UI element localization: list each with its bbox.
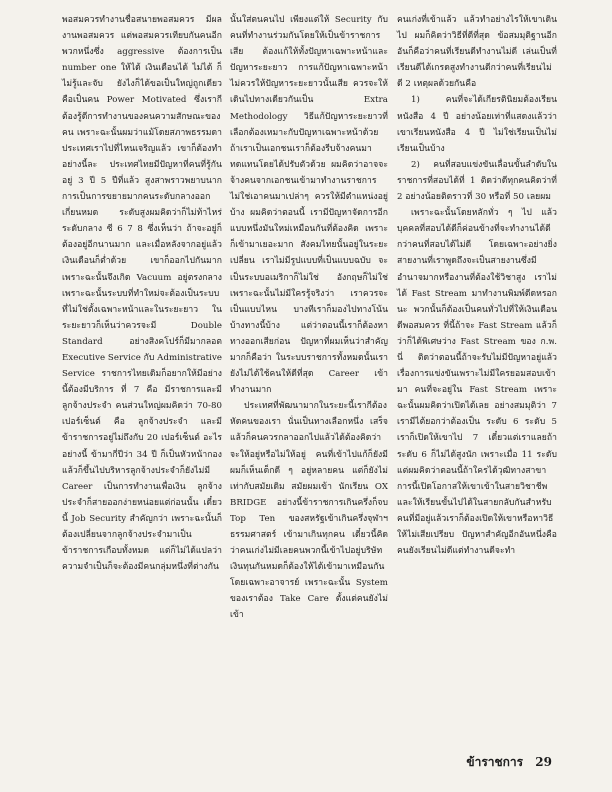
paragraph: เพราะฉะนั้นโดยหลักทั่ว ๆ ไป แล้ว บุคคลที่สอบได้ดีก็ค่อนข้างที่จะทำงานได้ดีกว่าคนที่สอบได้ไม่ดี โดยเฉพาะอย่างยิ่งสายงานที่เราพูดถึงจะเป็นสายงานซึ่งมีอำนาจมากหรืองานที่ต้องใช้วิชาสูง เราไม่ได้ Fast Stream มาทำงานพิมพ์ดีดหรอกนะ พวกนั้นก็ต้องเป็นคนทั่วไปที่ให้เงินเดือนดีพอสมควร ที่นี้ถ้าจะ Fast Stream แล้วก็ว่าก็ได้พิเศษว่าง Fast Stream ของ ก.พ. นี่ ติดว่าตอนนี้ถ้าจะรับไม่มีปัญหาอยู่แล้วเรื่องการแข่งขันเพราะไม่มีใครยอมสอบเข้ามา คนที่จะอยู่ใน Fast Stream เพราะฉะนั้นผมคิดว่าเปิดได้เลย อย่างสมมุติว่า 7 เรามีไต้ยอกว่าต้องเป็น ระดับ 6 ระดับ 5 เราก็เปิดให้เขาไป 7 เดี๋ยวแต่เราแลยถ้าระดับ 6 ก็ไม่ได้สูงนัก เพราะเมื่อ 11 ระดับ แต่ผมคิดว่าตอนนี้ถ้าใครได้วุฒิทางสาขาการนี้เปิดโอกาสให้เขาเข้าในสายวิชาชีพและให้เรียนขั้นไปได้ในสายกลับกันสำหรับคนที่มีอยู่แล้วเราก็ต้องเปิดให้เขาหรือหาวิธีให้ไม่เสียเปรียบ ปัญหาสำคัญอีกอันหนึ่งคือคนยังเรียนไม่ดีแต่ทำงานดีจะทำ xyxy=(397,208,557,557)
text-column-3 xyxy=(397,12,557,559)
text-column-2 xyxy=(230,12,388,624)
paragraph: คนเก่งที่เข้าแล้ว แล้วทำอย่างไรให้เขาเดินไป ผมก็คิดว่าวิธีที่ดีที่สุด ข้อสมมุติฐานอีกอันก็คือว่าคนที่เรียนดีทำงานไม่ดี เล่นเป็นที่เรียนดีได้เกรดสูงทำงานดีกว่าคนที่เรียนไม่ดี 2 เหตุผลด้วยกันคือ xyxy=(397,15,557,90)
page-number: 29 xyxy=(535,755,552,769)
text-column-1 xyxy=(62,12,222,575)
paragraph: ประเทศที่พัฒนามากในระยะนี้เรากีต้องหัดคนของเรา นั่นเป็นทางเลือกหนึ่ง เสร็จแล้วก็คนควรกลาออกไปแล้วได้ต้องคิดว่าจะให้อยู่หรือไม่ให้อยู่ คนที่เข้าไปแก้ก็ยังมี ผมก็เห็นเด็กดี ๆ อยู่หลายคน แต่ก็ยังไม่เท่ากับสมัยเดิม สมัยผมเข้า นักเรียน OX BRIDGE อย่างนี้ข้าราชการเกินครึ่งก็จบ Top Ten ของสหรัฐเข้าเกินครึ่งจุฬาฯ ธรรมศาสตร์ เข้ามาเกินทุกคน เดี๋ยวนี้คิดว่าคนเก่งไม่มีเลยคนพวกนี้เข้าไปอยู่บริษัทเงินทุนกันหมดก็ต้องให้ได้เข้ามาเหมือนกันโดยเฉพาะอาจารย์ เพราะฉะนั้น System ของเราต้อง Take Care ตั้งแต่คนยังไม่เข้า xyxy=(230,401,388,621)
paragraph: 2) คนที่สอบแข่งขันเลื่อนขั้นลำดับในราชการที่สอบได้ที่ 1 ติดว่าดีทุกคนคิดว่าที่ 2 อย่างน้อยติดราวที่ 30 หรือที่ 50 เลยผม xyxy=(397,159,557,203)
publication-name: ข้าราชการ xyxy=(466,755,524,769)
paragraph: นั้นใส่ตนคนไป เพียงแต่ให้ Security กับคนที่ทำงานร่วมกันโดยให้เป็นข้าราชการเสีย ต้องแก้ให้ทั้งปัญหาเฉพาะหน้าและปัญหาระยะยาว การแก้ปัญหาเฉพาะหน้าไม่ควรให้ปัญหาระยะยาวนั้นเสีย ควรจะให้เดินไปทางเดียวกันเป็น Extra Methodology วิธีแก้ปัญหาระยะยาวที่เลือกต้องเหมาะกับปัญหาเฉพาะหน้าด้วย ถ้าเราเป็นเอกชนเราก็ต้องรีบจ้างคนมาทดแทนโดยได้ปรับตัวด้วย ผมคิดว่าอาจจะจ้างคนจากเอกชนเข้ามาทำงานราชการ ไม่ใช่เอาคนมาเปล่าๆ ควรให้มีตำแหน่งอยู่บ้าง ผมคิดว่าตอนนี้ เรามีปัญหาจัดการอีกแบบหนึ่งมันใหม่เหมือนกันที่ต้องคิด เพราะก็เข้ามาเยอะมาก สังคมไทยนั้นอยู่ในระยะเปลี่ยน เราไม่มีรูปแบบที่เป็นแบบฉบับ จะเป็นระบบอเมริกาก็ไม่ใช่ อังกฤษก็ไม่ใช่ เพราะฉะนั้นไม่มีใครรู้จริงว่า เราควรจะเป็นแบบไหน บางทีเราก็มองไปทางโน้นบ้างทางนี้บ้าง แต่ว่าตอนนี้เราก็ต้องหาทางออกเสียก่อน ปัญหาที่ผมเห็นว่าสำคัญมากก็คือว่า ในระบบราชการทั้งหมดนั้นเรายังไม่ได้ใช้คนให้ดีที่สุด Career เข้าทำงานมาก xyxy=(230,15,388,396)
page-footer xyxy=(466,753,552,772)
paragraph: 1) คนที่จะได้เกียรตินิยมต้องเรียนหนังสือ 4 ปี อย่างน้อยเท่าที่แสดงแล้วว่า เขาเรียนหนังสือ 4 ปี ไม่ใช่เรียนเป็นไม่เรียนเป็นบ้าง xyxy=(397,95,557,154)
paragraph: พอสมควรทำงานชื่อสนายพอสมควร มีผลงานพอสมควร แต่พอสมควรเทียบกันคนอีกพวกหนึ่งซึ่ง aggressive ต้องการเป็น number one ให้ได้ เงินเดือนได้ ไม่ได้ ก็ไม่รู้และจับ ยังไงก็ได้ขอเป็นใหญ่ถูกเดียว คือเป็นคน Power Motivated ซึ่งเรากีต้องรู้ดีการทำงานของคนความสักษณะของคน เพราะฉะนั้นผมว่าแม้โดยสภาพธรรมดาประเทศเราไปที่ไหนเจริญแล้ว เขาก็ต้องทำอย่างนี้ละ ประเทศไทยมีปัญหาที่คนที่รู้กันอยู่ 3 ปี 5 ปีที่แล้ว สูงสาพราวพยาบนาก การเป็นการขยายมากคนระดับกลางออกเกี่ยนหมด ระดับสูงผมคิดว่าก็ไม่ท้าไหร่ ระดับกลาง ซี 6 7 8 ซึ่งเห็นว่า ถ้าจะอยู่ก็ต้องอยู่อีกนานมาก และเมื่อหลังจากอยู่แล้วเงินเดือนก็ต่ำด้วย เขาก็ออกไปกันมากเพราะฉะนั้นจึงเกิด Vacuum อยู่ตรงกลาง เพราะฉะนั้นระบบที่ทำใหม่จะต้องเป็นระบบที่ไม่ใช่ตั้งเฉพาะหน้าและในระยะยาว ในระยะยาวก็เห็นว่าควรจะมี Double Standard อย่างสิงคโปร์ก็มีมากลอต Executive Service กับ Administrative Service ราชการไทยเดิมก็อยากให้มีอย่างนี้ต้องมีบริการ ที่ 7 คือ มีราชการและมีลูกจ้างประจำ คนส่วนใหญ่ผมคิดว่า 70-80 เปอร์เซ็นต์ คือ ลูกจ้างประจำ และมีข้าราชการอยู่ไม่ถึงกับ 20 เปอร์เซ็นต์ อะไรอย่างนี้ ข้ามากี่ปีว่า 34 ปี ก็เป็นหัวหน้ากองแล้วก็ขึ้นไปบริหารลูกจ้างประจำก็ยังไม่มี Career เป็นการทำงานเพื่อเงิน ลูกจ้างประจำก็สายออกง่ายหน่อยแต่ก่อนนั้น เดี๋ยวนี้ Job Security สำคัญกว่า เพราะฉะนั้นก็ต้องเปลี่ยนจากลูกจ้างประจำมาเป็นข้าราชการเกือบทั้งหมด แต่ก็ไม่ได้แปลว่าความจำเป็นก็จะต้องมีคนกลุ่มหนึ่งที่ต่างกัน xyxy=(62,15,223,573)
